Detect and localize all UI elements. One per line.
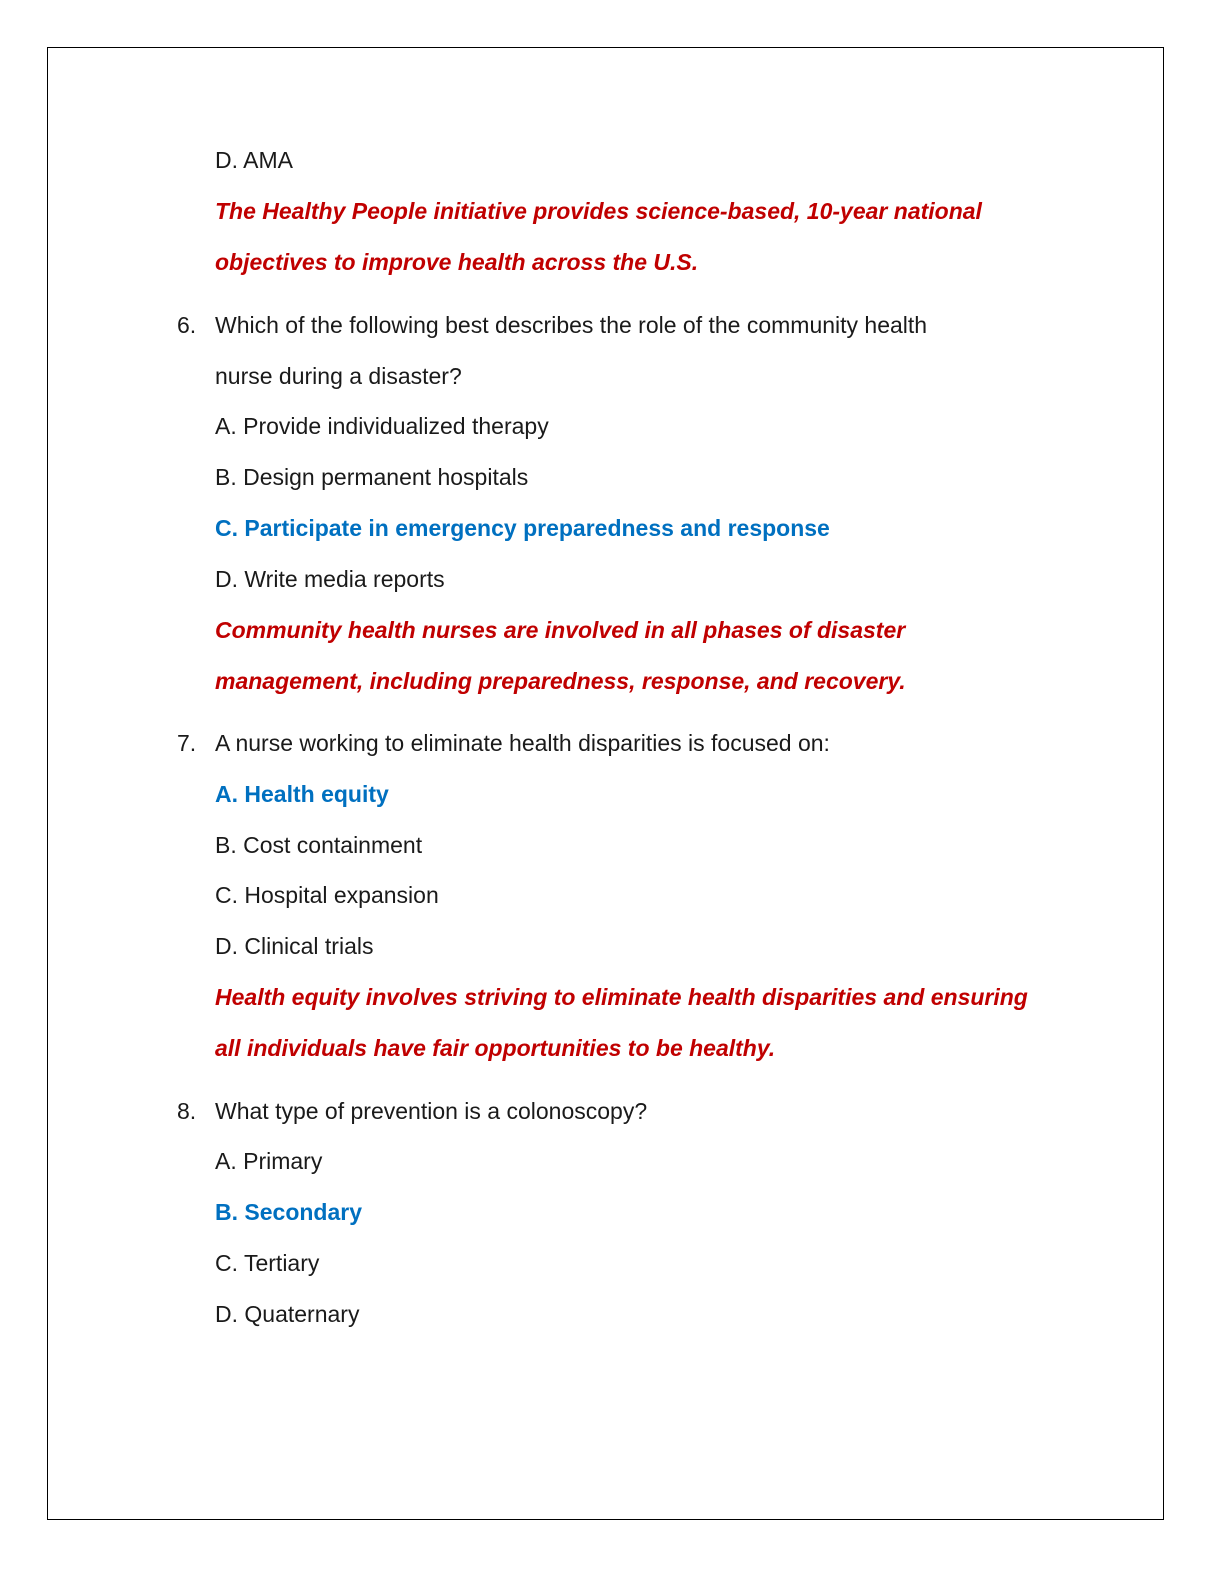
question-7-number: 7. [177,730,197,756]
question-6-rationale-line-1: Community health nurses are involved in all phases of disaster [215,617,906,643]
question-7-stem-line-1: A nurse working to eliminate health disparities is focused on: [215,730,830,756]
question-8-option-d: D. Quaternary [215,1301,360,1327]
question-7-option-d: D. Clinical trials [215,933,374,959]
question-6-option-c-correct: C. Participate in emergency preparedness and response [215,515,830,541]
prev-rationale-line-1: The Healthy People initiative provides science-based, 10-year national [215,198,982,224]
question-8-number: 8. [177,1098,197,1124]
question-8-stem-line-1: What type of prevention is a colonoscopy? [215,1098,648,1124]
question-6-option-a: A. Provide individualized therapy [215,413,549,439]
question-6-rationale-line-2: management, including preparedness, response, and recovery. [215,668,906,694]
question-8-option-a: A. Primary [215,1148,323,1174]
prev-rationale-line-2: objectives to improve health across the U.S. [215,249,699,275]
question-6-option-d: D. Write media reports [215,566,445,592]
question-7-option-a-correct: A. Health equity [215,781,389,807]
question-6-stem-line-1: Which of the following best describes the role of the community health [215,312,928,338]
question-8-option-c: C. Tertiary [215,1250,320,1276]
question-6-stem-line-2: nurse during a disaster? [215,363,462,389]
question-8-option-b-correct: B. Secondary [215,1199,362,1225]
question-7-option-c: C. Hospital expansion [215,882,439,908]
question-7-rationale-line-1: Health equity involves striving to eliminate health disparities and ensuring [215,984,1028,1010]
prev-option-d: D. AMA [215,147,293,173]
question-6-number: 6. [177,312,197,338]
question-6-option-b: B. Design permanent hospitals [215,464,529,490]
question-7-rationale-line-2: all individuals have fair opportunities to be healthy. [215,1035,776,1061]
question-7-option-b: B. Cost containment [215,832,423,858]
